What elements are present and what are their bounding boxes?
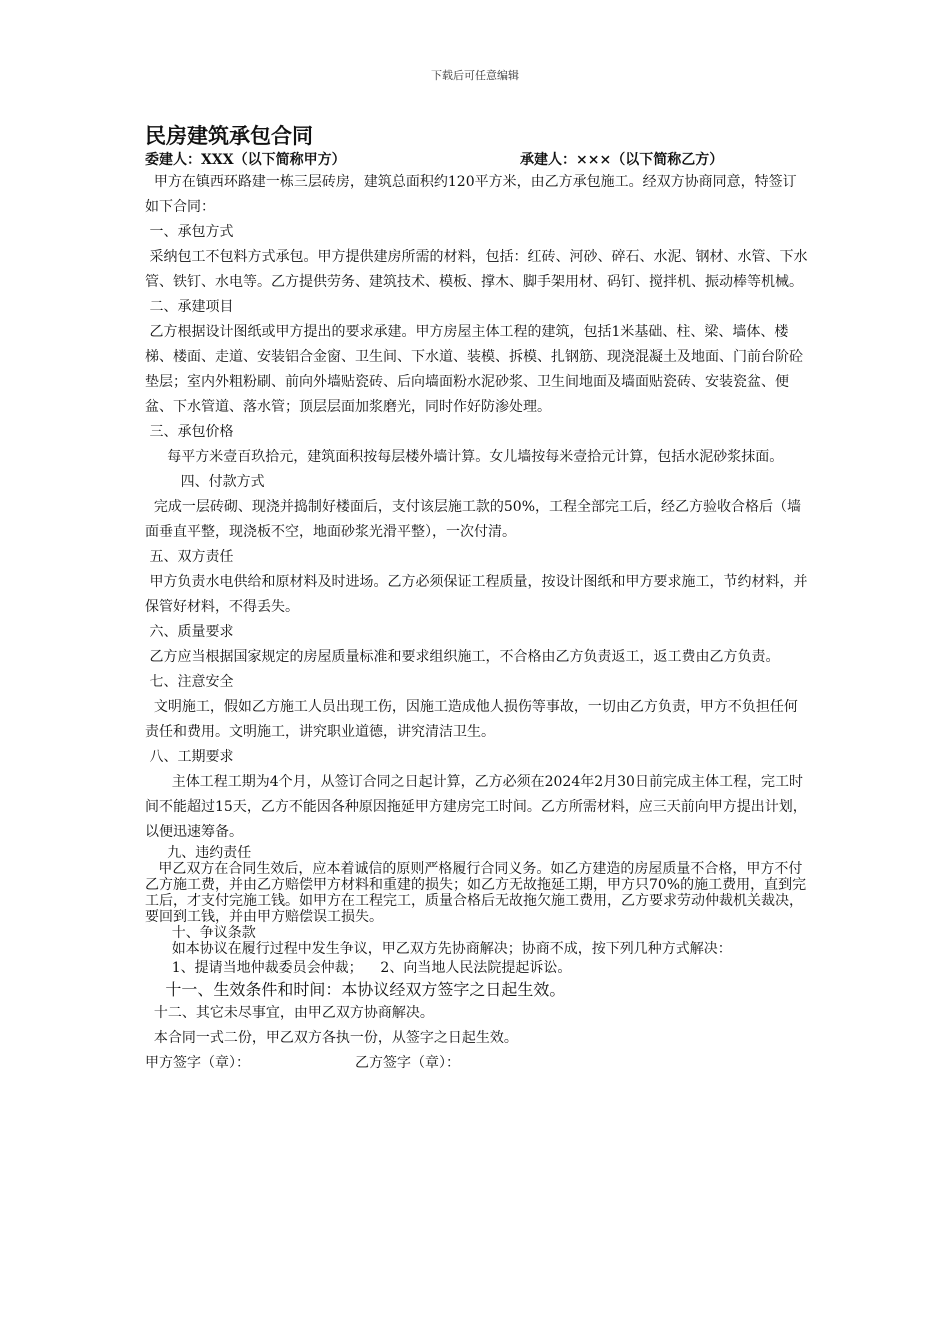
section-9-body: 甲乙双方在合同生效后，应本着诚信的原则严格履行合同义务。如乙方建造的房屋质量不合格，甲方不付乙方施工费，并由乙方赔偿甲方材料和重建的损失；如乙方无故拖延工期，甲方只70%的施工费用，直到完工后，才支付完施工钱。如甲方在工程完工，质量合格后无故拖欠施工费用，乙方要求劳动仲裁机关裁决，要回到工钱，并由甲方赔偿误工损失。	[145, 861, 807, 925]
section-4-body: 完成一层砖砌、现浇并捣制好楼面后，支付该层施工款的50%，工程全部完工后，经乙方验收合格后（墙面垂直平整，现浇板不空，地面砂浆光滑平整），一次付清。	[145, 499, 802, 540]
section-12: 十二、其它未尽事宜，由甲乙双方协商解决。	[145, 1005, 434, 1021]
section-3-title: 三、承包价格	[145, 424, 234, 440]
section-8-body: 主体工程工期为4个月，从签订合同之日起计算，乙方必须在2024年2月30日前完成主体工程，完工时间不能超过15天，乙方不能因各种原因拖延甲方建房完工时间。乙方所需材料，应三天前向甲方提出计划，以便迅速筹备。	[145, 774, 807, 840]
contract-body	[145, 122, 810, 1076]
section-4-title: 四、付款方式	[145, 474, 265, 490]
party-b: 承建人：×××（以下简称乙方）	[520, 152, 724, 168]
section-6-title: 六、质量要求	[145, 624, 234, 640]
section-9-title: 九、违约责任	[145, 845, 252, 861]
section-5-body: 甲方负责水电供给和原材料及时进场。乙方必须保证工程质量，按设计图纸和甲方要求施工，节约材料，并保管好材料，不得丢失。	[145, 574, 808, 615]
section-1-title: 一、承包方式	[145, 224, 234, 240]
page-header: 下载后可任意编辑	[431, 69, 519, 82]
section-11: 十一、生效条件和时间：本协议经双方签字之日起生效。	[145, 980, 566, 999]
section-7-body: 文明施工，假如乙方施工人员出现工伤，因施工造成他人损伤等事故，一切由乙方负责，甲方不负担任何责任和费用。文明施工，讲究职业道德，讲究清洁卫生。	[145, 699, 798, 740]
signature-party-a: 甲方签字（章）：	[145, 1055, 250, 1071]
signature-line	[145, 1051, 810, 1076]
section-1-body: 采纳包工不包料方式承包。甲方提供建房所需的材料，包括：红砖、河砂、碎石、水泥、钢材、水管、下水管、铁钉、水电等。乙方提供劳务、建筑技术、模板、撑木、脚手架用材、码钉、搅拌机、振动棒等机械。	[145, 249, 808, 290]
section-3-body: 每平方米壹百玖拾元，建筑面积按每层楼外墙计算。女儿墙按每米壹拾元计算，包括水泥砂浆抹面。	[145, 449, 784, 465]
section-8-title: 八、工期要求	[145, 749, 234, 765]
section-2-title: 二、承建项目	[145, 299, 234, 315]
intro-paragraph: 甲方在镇西环路建一栋三层砖房，建筑总面积约120平方米，由乙方承包施工。经双方协商同意，特签订如下合同：	[145, 174, 797, 215]
section-5-title: 五、双方责任	[145, 549, 234, 565]
parties-line	[145, 150, 810, 170]
party-a: 委建人：XXX（以下简称甲方）	[145, 152, 346, 168]
section-6-body: 乙方应当根据国家规定的房屋质量标准和要求组织施工，不合格由乙方负责返工，返工费由乙方负责。	[145, 649, 780, 665]
signature-party-b: 乙方签字（章）：	[355, 1055, 460, 1071]
contract-title: 民房建筑承包合同	[145, 123, 313, 148]
closing-line: 本合同一式二份，甲乙双方各执一份，从签字之日起生效。	[145, 1030, 518, 1046]
section-2-body: 乙方根据设计图纸或甲方提出的要求承建。甲方房屋主体工程的建筑，包括1米基础、柱、梁、墙体、楼梯、楼面、走道、安装铝合金窗、卫生间、下水道、装模、拆模、扎钢筋、现浇混凝土及地面、门前台阶砼垫层；室内外粗粉刷、前向外墙贴瓷砖、后向墙面粉水泥砂浆、卫生间地面及墙面贴瓷砖、安装瓷盆、便盆、下水管道、落水管；顶层层面加浆磨光，同时作好防渗处理。	[145, 324, 803, 415]
section-10-body: 如本协议在履行过程中发生争议，甲乙双方先协商解决；协商不成，按下列几种方式解决：	[145, 941, 732, 957]
section-10-title: 十、争议条款	[145, 925, 256, 941]
section-7-title: 七、注意安全	[145, 674, 234, 690]
section-10-items: 1、提请当地仲裁委员会仲裁； 2、向当地人民法院提起诉讼。	[145, 960, 572, 976]
